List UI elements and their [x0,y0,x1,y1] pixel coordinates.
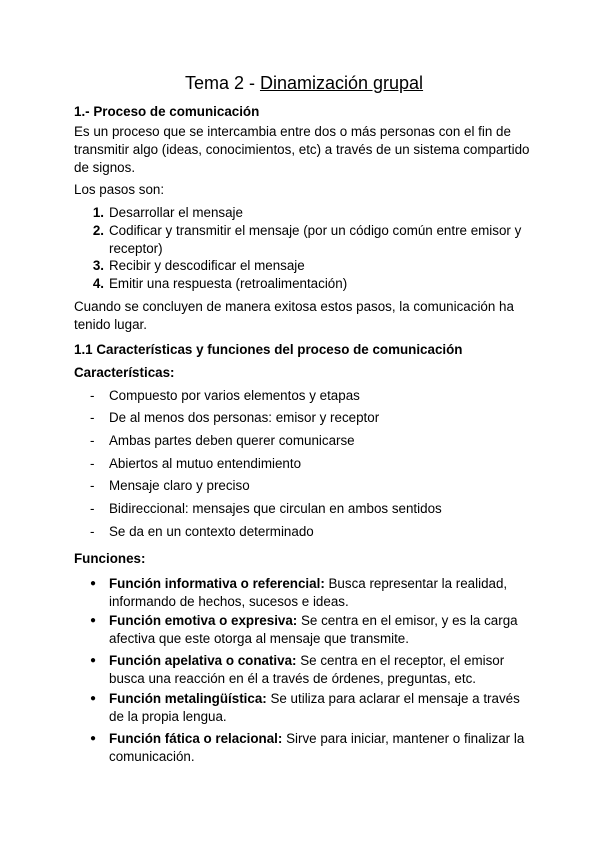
function-desc: Se utiliza para aclarar el mensaje a través de la propia lengua. [109,691,520,724]
title-prefix: Tema 2 - [184,73,260,93]
document-title [74,71,534,95]
bullet-icon: ● [90,578,97,589]
step-number: 4. [92,276,104,291]
characteristic-text: De al menos dos personas: emisor y receptor [109,410,380,425]
dash-marker: - [90,410,95,425]
function-name: Función emotiva o expresiva: [109,613,298,628]
function-name: Función apelativa o conativa: [109,653,297,668]
title-subject: Dinamización grupal [259,73,424,93]
section-1-1-heading: 1.1 Características y funciones del proceso de comunicación [74,342,463,357]
function-desc: Se centra en el receptor, el emisor busca una reacción en él a través de órdenes, preguntas, etc. [109,653,505,686]
characteristic-text: Compuesto por varios elementos y etapas [109,388,360,403]
section-1-heading: 1.- Proceso de comunicación [74,104,260,119]
function-desc: Busca representar la realidad, informando de hechos, sucesos e ideas. [109,576,508,609]
step-text: Desarrollar el mensaje [109,205,243,220]
characteristic-text: Abiertos al mutuo entendimiento [109,456,302,471]
bullet-icon: ● [90,733,97,744]
step-number: 3. [92,258,104,273]
characteristic-text: Se da en un contexto determinado [109,524,314,539]
characteristics-label: Características: [74,365,175,380]
functions-label: Funciones: [74,551,146,566]
step-text: Emitir una respuesta (retroalimentación) [109,276,348,291]
section-1-conclusion: Cuando se concluyen de manera exitosa estos pasos, la comunicación ha tenido lugar. [74,299,514,332]
bullet-icon: ● [90,693,97,704]
function-name: Función fática o relacional: [109,731,283,746]
characteristic-text: Bidireccional: mensajes que circulan en ambos sentidos [109,501,442,516]
dash-marker: - [90,456,95,471]
step-text: Codificar y transmitir el mensaje (por un código común entre emisor y receptor) [109,223,522,256]
function-name: Función metalingüística: [109,691,267,706]
section-1-intro: Es un proceso que se intercambia entre dos o más personas con el fin de transmitir algo (ideas, conocimientos, etc) a través de un sistema compartido de signos. [74,124,530,175]
step-number: 2. [92,223,104,238]
bullet-icon: ● [90,655,97,666]
dash-marker: - [90,388,95,403]
dash-marker: - [90,433,95,448]
dash-marker: - [90,478,95,493]
function-desc: Se centra en el emisor, y es la carga afectiva que este otorga al mensaje que transmite. [109,613,518,646]
function-name: Función informativa o referencial: [109,576,325,591]
characteristic-text: Mensaje claro y preciso [109,478,250,493]
step-text: Recibir y descodificar el mensaje [109,258,305,273]
steps-label: Los pasos son: [74,182,165,197]
dash-marker: - [90,501,95,516]
step-number: 1. [92,205,104,220]
characteristic-text: Ambas partes deben querer comunicarse [109,433,355,448]
function-desc: Sirve para iniciar, mantener o finalizar la comunicación. [109,731,525,764]
bullet-icon: ● [90,615,97,626]
dash-marker: - [90,524,95,539]
